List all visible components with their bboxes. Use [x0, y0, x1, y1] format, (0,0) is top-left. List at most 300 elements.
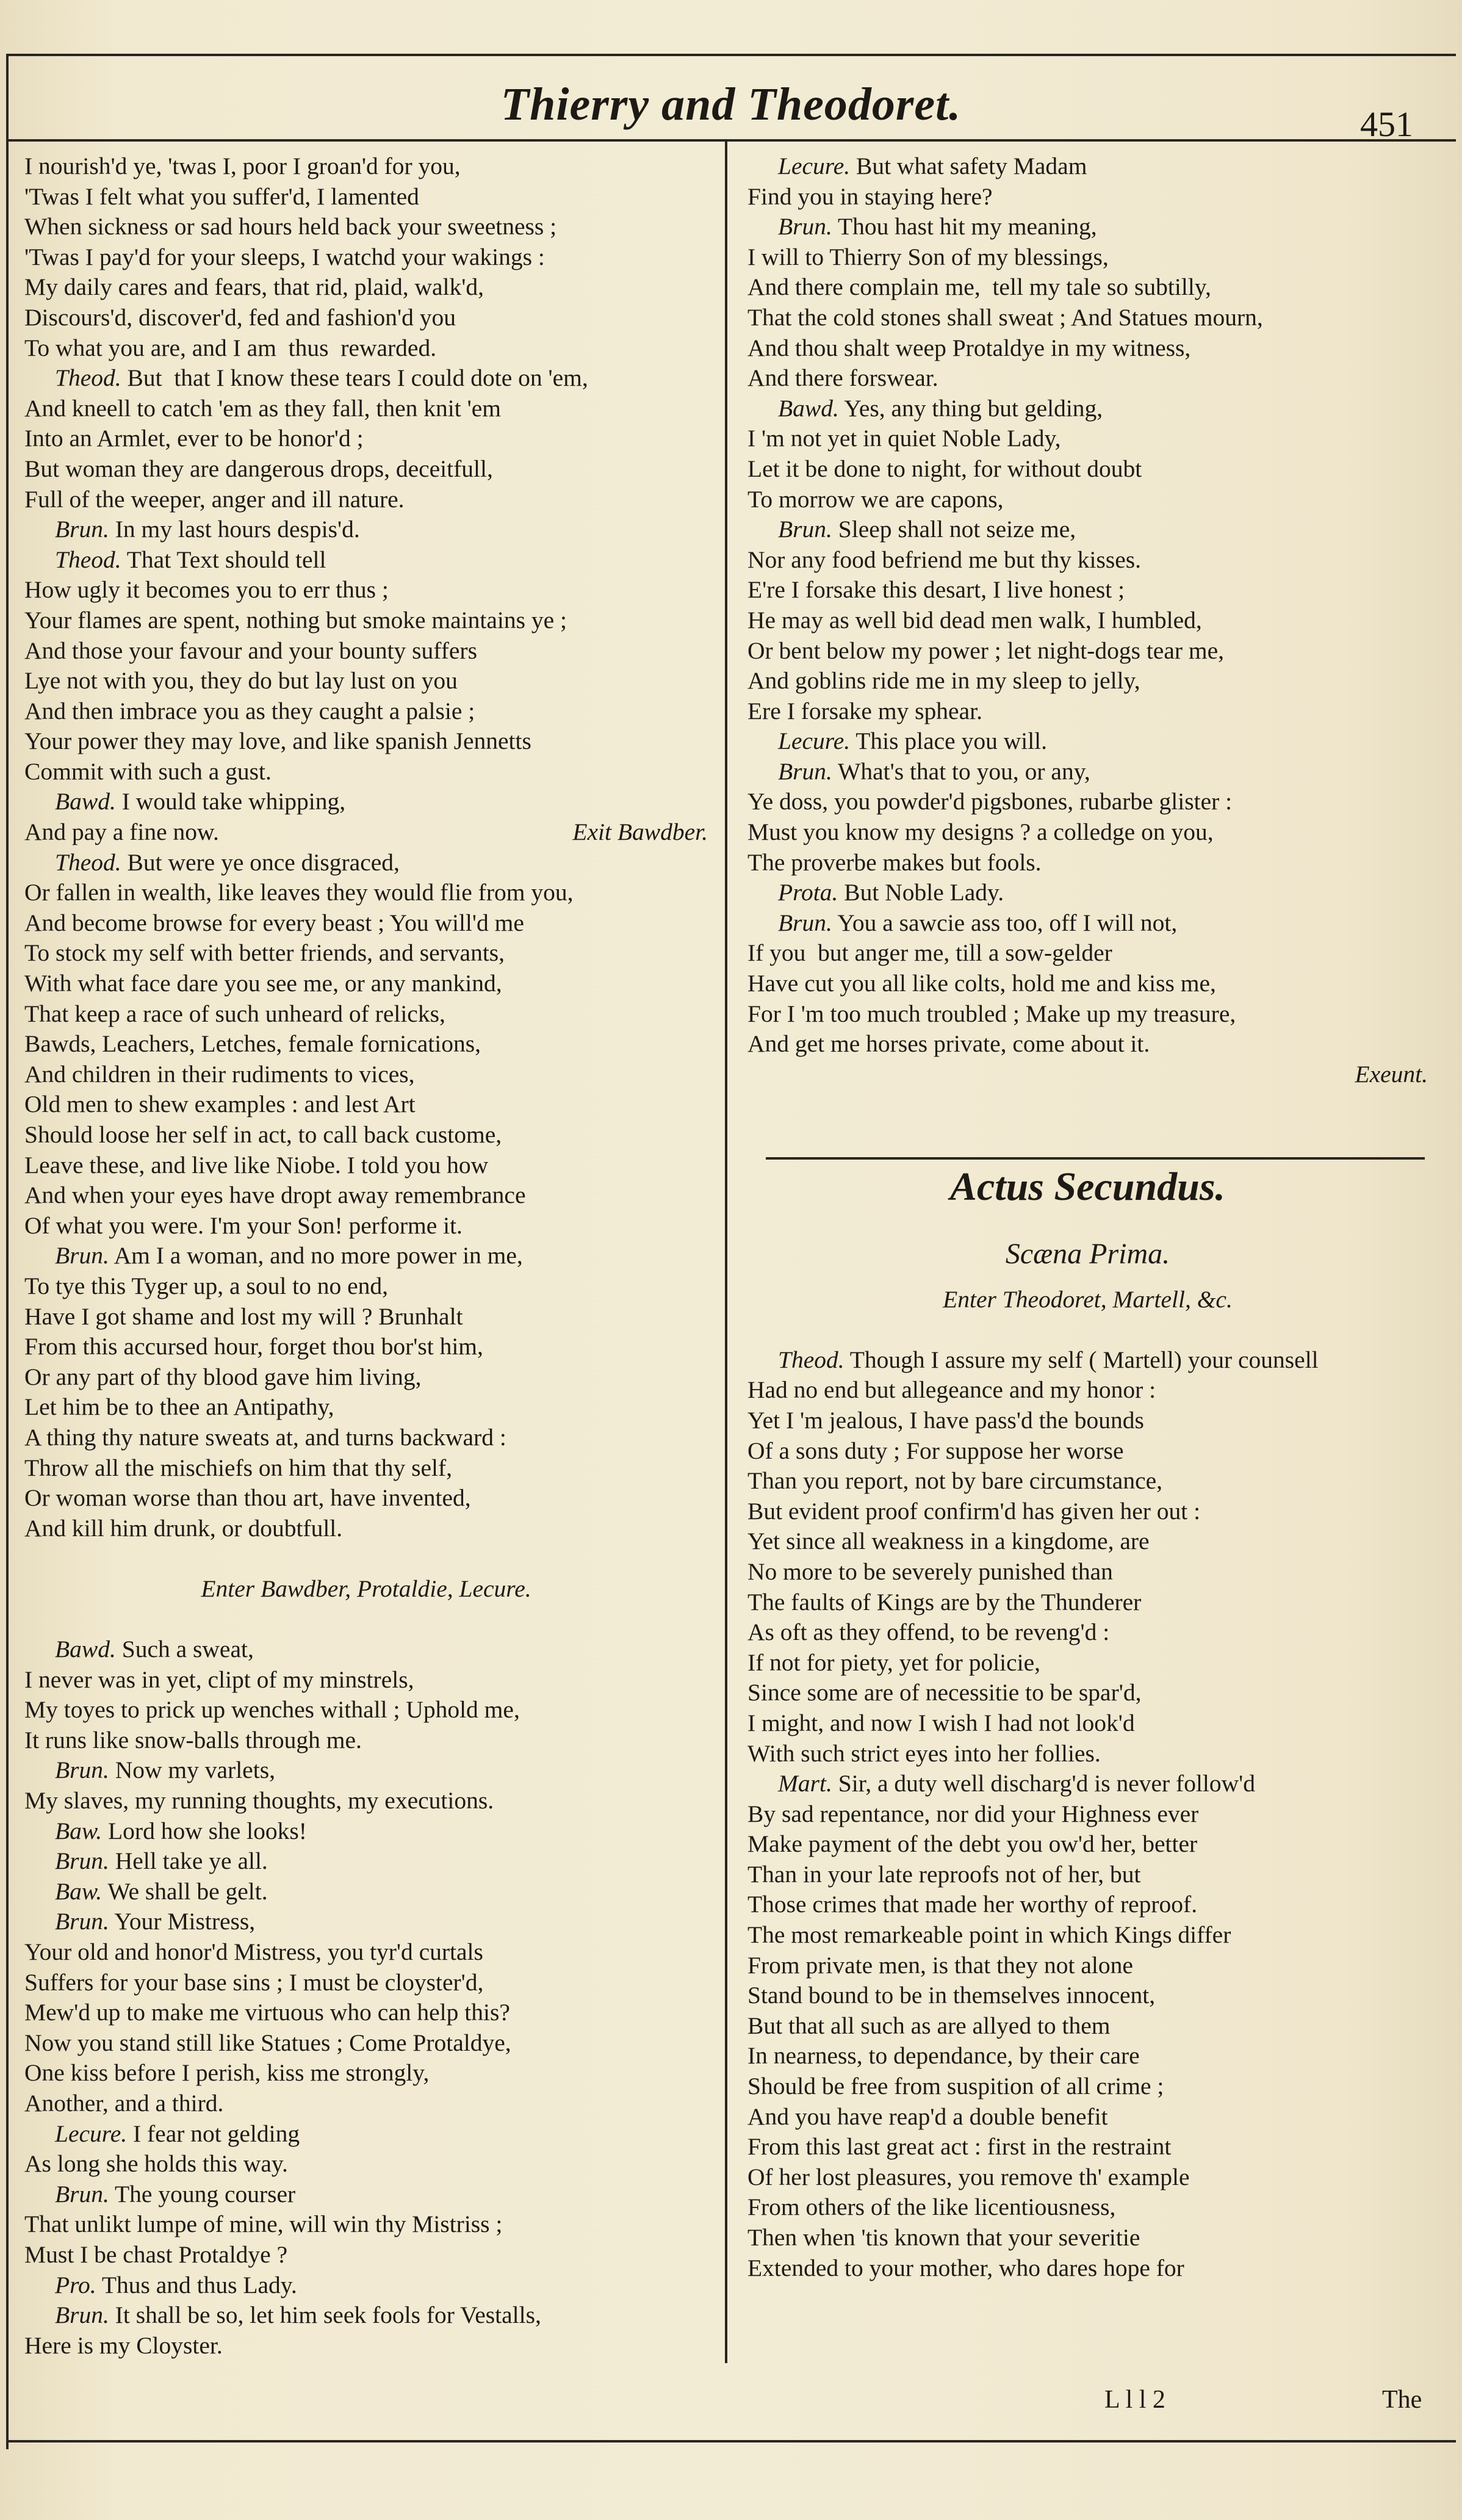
line-text: Ye doss, you powder'd pigsbones, rubarbe glister :: [747, 788, 1233, 815]
speech-line: [747, 212, 1428, 242]
verse-line: [747, 2192, 1428, 2223]
verse-line: [24, 1060, 708, 1090]
line-text: From this last great act : first in the restraint: [747, 2133, 1172, 2161]
verse-line: [24, 1302, 708, 1332]
verse-line: [24, 2149, 708, 2179]
line-text: I will to Thierry Son of my blessings,: [747, 243, 1109, 270]
line-text: Throw all the mischiefs on him that thy self,: [24, 1454, 452, 1481]
line-text: 'Twas I felt what you suffer'd, I lamented: [24, 182, 419, 210]
speech-line: [747, 908, 1428, 939]
speaker-name: Bawd.: [778, 394, 839, 422]
running-title: Thierry and Theodoret.: [500, 79, 962, 130]
line-text: Your flames are spent, nothing but smoke maintains ye ;: [24, 606, 567, 634]
line-text: The young courser: [109, 2180, 296, 2208]
verse-line: [747, 2162, 1428, 2193]
speaker-name: Brun.: [778, 909, 832, 936]
line-text: Let it be done to night, for without doubt: [747, 455, 1142, 482]
line-text: It shall be so, let him seek fools for Vestalls,: [109, 2302, 541, 2329]
verse-line: [24, 212, 708, 242]
line-text: Bawds, Leachers, Letches, female fornications,: [24, 1030, 481, 1058]
verse-line: [24, 1514, 708, 1544]
speaker-name: Brun.: [778, 213, 832, 240]
speaker-name: Lecure.: [55, 2120, 128, 2147]
verse-line: [24, 2240, 708, 2270]
verse-line: [747, 545, 1428, 576]
verse-line: [747, 787, 1428, 817]
verse-line: [24, 817, 708, 848]
line-text: But that all such as are allyed to them: [747, 2012, 1111, 2039]
line-text: Sleep shall not seize me,: [832, 516, 1076, 543]
verse-line: [747, 2102, 1428, 2132]
line-text: Since some are of necessitie to be spar'd,: [747, 1679, 1142, 1706]
line-text: To stock my self with better friends, and servants,: [24, 939, 505, 967]
line-text: And goblins ride me in my sleep to jelly,: [747, 667, 1140, 695]
verse-line: [24, 1332, 708, 1362]
line-text: And then imbrace you as they caught a palsie ;: [24, 697, 475, 724]
line-text: Must you know my designs ? a colledge on you,: [747, 818, 1214, 846]
verse-line: [747, 1799, 1428, 1830]
speech-line: [747, 1769, 1428, 1799]
verse-line: [24, 2209, 708, 2240]
line-text: Into an Armlet, ever to be honor'd ;: [24, 425, 364, 452]
line-text: Such a sweat,: [115, 1636, 254, 1663]
verse-line: [24, 1211, 708, 1241]
line-text: I fear not gelding: [127, 2120, 300, 2147]
verse-line: [24, 424, 708, 454]
stage-direction: Enter Bawdber, Protaldie, Lecure.: [201, 1575, 531, 1602]
stage-direction: Exeunt.: [1355, 1060, 1428, 1088]
outer-frame-top: [6, 54, 1456, 56]
verse-line: [747, 1406, 1428, 1436]
line-text: Though I assure my self ( Martell) your counsell: [844, 1346, 1319, 1373]
line-text: Lye not with you, they do but lay lust on you: [24, 667, 458, 695]
speech-line: [24, 1877, 708, 1907]
line-text: Let him be to thee an Antipathy,: [24, 1393, 334, 1421]
verse-line: [24, 272, 708, 303]
line-text: This place you will.: [850, 727, 1048, 755]
line-text: Than in your late reproofs not of her, but: [747, 1860, 1141, 1888]
line-text: In my last hours despis'd.: [109, 516, 360, 543]
speaker-name: Theod.: [55, 364, 121, 392]
speech-line: [747, 394, 1428, 424]
verse-line: [747, 333, 1428, 364]
line-text: That the cold stones shall sweat ; And Statues mourn,: [747, 303, 1263, 331]
line-text: Your old and honor'd Mistress, you tyr'd curtals: [24, 1938, 483, 1966]
speaker-name: Brun.: [55, 2180, 109, 2208]
verse-line: [24, 1937, 708, 1968]
verse-line: [747, 605, 1428, 636]
line-text: My slaves, my running thoughts, my executions.: [24, 1787, 494, 1814]
verse-line: [747, 2132, 1428, 2162]
verse-line: [747, 575, 1428, 605]
column-divider: [725, 142, 727, 2363]
line-text: I might, and now I wish I had not look'd: [747, 1709, 1135, 1736]
verse-line: [24, 696, 708, 727]
verse-line: [747, 303, 1428, 333]
verse-line: [24, 1029, 708, 1060]
line-text: Yes, any thing but gelding,: [838, 394, 1103, 422]
verse-line: [24, 969, 708, 999]
line-text: In nearness, to dependance, by their care: [747, 2042, 1140, 2070]
line-text: To what you are, and I am thus rewarded.: [24, 334, 437, 361]
verse-line: [747, 2223, 1428, 2253]
line-text: With such strict eyes into her follies.: [747, 1739, 1101, 1767]
line-text: And children in their rudiments to vices,: [24, 1060, 415, 1088]
verse-line: [747, 999, 1428, 1030]
verse-line: [24, 1483, 708, 1514]
line-text: My daily cares and fears, that rid, plaid, walk'd,: [24, 273, 484, 301]
line-text: And kill him drunk, or doubtfull.: [24, 1514, 343, 1542]
speaker-name: Brun.: [55, 2302, 109, 2329]
line-text: A thing thy nature sweats at, and turns backward :: [24, 1423, 506, 1451]
speech-line: [747, 1345, 1428, 1376]
verse-line: [747, 1436, 1428, 1467]
line-text: I nourish'd ye, 'twas I, poor I groan'd for you,: [24, 153, 461, 179]
verse-line: [24, 575, 708, 605]
verse-line: [747, 2041, 1428, 2071]
stage-direction: Enter Theodoret, Martell, &c.: [943, 1285, 1233, 1313]
verse-line: [747, 1587, 1428, 1618]
line-text: Then when 'tis known that your severitie: [747, 2224, 1140, 2251]
line-text: Sir, a duty well discharg'd is never follow'd: [832, 1770, 1256, 1797]
verse-line: [747, 485, 1428, 515]
line-text: As long she holds this way.: [24, 2150, 288, 2178]
line-text: Hell take ye all.: [109, 1847, 268, 1875]
verse-line: [24, 1180, 708, 1211]
line-text: Than you report, not by bare circumstance,: [747, 1467, 1163, 1495]
line-text: The most remarkeable point in which Kings differ: [747, 1921, 1231, 1949]
verse-line: [24, 1998, 708, 2028]
speech-line: [24, 1907, 708, 1937]
verse-line: [747, 817, 1428, 848]
verse-line: [747, 182, 1428, 212]
verse-line: [747, 1678, 1428, 1708]
verse-line: [747, 1557, 1428, 1587]
line-text: But woman they are dangerous drops, deceitfull,: [24, 455, 493, 482]
line-text: With what face dare you see me, or any mankind,: [24, 970, 502, 997]
verse-line: [747, 1708, 1428, 1739]
line-text: Should be free from suspition of all crime ;: [747, 2073, 1164, 2100]
speaker-name: Theod.: [55, 848, 121, 876]
exit-direction: Exit Bawdber.: [572, 818, 708, 846]
speaker-name: Brun.: [55, 516, 109, 543]
speaker-name: Brun.: [778, 516, 832, 543]
line-text: Of a sons duty ; For suppose her worse: [747, 1437, 1124, 1464]
verse-line: [24, 1786, 708, 1816]
line-text: Must I be chast Protaldye ?: [24, 2240, 288, 2268]
verse-line: [24, 1089, 708, 1120]
speaker-name: Baw.: [55, 1877, 103, 1905]
speaker-name: Pro.: [55, 2271, 96, 2298]
line-text: By sad repentance, nor did your Highness ever: [747, 1800, 1199, 1827]
verse-line: [24, 1362, 708, 1393]
verse-line: [747, 1980, 1428, 2011]
verse-line: [24, 757, 708, 787]
line-text: He may as well bid dead men walk, I humbled,: [747, 606, 1202, 634]
line-text: Commit with such a gust.: [24, 757, 272, 785]
line-text: Find you in staying here?: [747, 182, 993, 210]
verse-line: [24, 394, 708, 424]
line-text: Discours'd, discover'd, fed and fashion'd you: [24, 303, 456, 331]
verse-line: [747, 1526, 1428, 1557]
line-text: But evident proof confirm'd has given her out :: [747, 1497, 1201, 1525]
verse-line: [747, 1029, 1428, 1060]
verse-line: [747, 363, 1428, 394]
line-text: Yet since all weakness in a kingdome, are: [747, 1528, 1150, 1555]
verse-line: [747, 1829, 1428, 1860]
verse-line: [747, 666, 1428, 696]
verse-line: [747, 1648, 1428, 1678]
header-rule: [6, 139, 1456, 142]
line-text: And there complain me, tell my tale so subtilly,: [747, 273, 1211, 301]
line-text: As oft as they offend, to be reveng'd :: [747, 1619, 1110, 1646]
speech-line: [24, 848, 708, 878]
speech-line: [24, 787, 708, 817]
speech-line: [24, 1755, 708, 1786]
verse-line: [24, 726, 708, 757]
blank-line: [747, 1089, 1428, 1120]
line-text: Or woman worse than thou art, have invented,: [24, 1484, 471, 1512]
verse-line: [24, 1271, 708, 1302]
verse-line: [747, 2011, 1428, 2042]
line-text: And pay a fine now.: [24, 818, 219, 846]
verse-line: [24, 182, 708, 212]
speaker-name: Prota.: [778, 879, 838, 906]
verse-line: [747, 1920, 1428, 1951]
line-text: Leave these, and live like Niobe. I told you how: [24, 1151, 489, 1179]
line-text: Yet I 'm jealous, I have pass'd the bounds: [747, 1406, 1144, 1434]
speech-line: [24, 1241, 708, 1271]
line-text: Stand bound to be in themselves innocent,: [747, 1982, 1156, 2009]
line-text: And become browse for every beast ; You will'd me: [24, 909, 524, 936]
line-text: It runs like snow-balls through me.: [24, 1726, 362, 1753]
speaker-name: Mart.: [778, 1770, 832, 1797]
speaker-name: Lecure.: [778, 727, 851, 755]
blank-line: [747, 1120, 1428, 1150]
verse-line: [747, 1890, 1428, 1920]
scene-heading: Scæna Prima.: [1005, 1237, 1170, 1270]
speaker-name: Theod.: [55, 546, 121, 573]
verse-line: [24, 454, 708, 485]
verse-line: [24, 999, 708, 1030]
line-text: Thus and thus Lady.: [96, 2271, 297, 2298]
verse-line: [24, 242, 708, 273]
verse-line: [747, 1496, 1428, 1527]
verse-line: [747, 454, 1428, 485]
blank-line: [24, 1543, 708, 1574]
verse-line: [24, 2058, 708, 2089]
line-text: Extended to your mother, who dares hope for: [747, 2254, 1184, 2281]
speech-line: [24, 1846, 708, 1877]
verse-line: [747, 1951, 1428, 1981]
speaker-name: Baw.: [55, 1817, 103, 1844]
line-text: Make payment of the debt you ow'd her, better: [747, 1830, 1198, 1858]
line-text: Of what you were. I'm your Son! performe it.: [24, 1211, 463, 1239]
line-text: I 'm not yet in quiet Noble Lady,: [747, 425, 1061, 452]
verse-line: [24, 1120, 708, 1150]
speaker-name: Lecure.: [778, 153, 851, 179]
speech-line: [24, 2270, 708, 2301]
line-text: That unlikt lumpe of mine, will win thy Mistriss ;: [24, 2211, 503, 2238]
speech-line: [747, 757, 1428, 787]
line-text: One kiss before I perish, kiss me strongly,: [24, 2059, 430, 2087]
speaker-name: Brun.: [55, 1847, 109, 1875]
verse-line: [24, 2089, 708, 2119]
line-text: Should loose her self in act, to call back custome,: [24, 1121, 502, 1148]
line-text: Now you stand still like Statues ; Come Protaldye,: [24, 2029, 511, 2056]
line-text: To tye this Tyger up, a soul to no end,: [24, 1272, 389, 1299]
line-text: How ugly it becomes you to err thus ;: [24, 576, 389, 604]
speech-line: [747, 726, 1428, 757]
line-text: And when your eyes have dropt away remembrance: [24, 1182, 526, 1209]
verse-line: [24, 1725, 708, 1756]
line-text: But that I know these tears I could dote on 'em,: [121, 364, 588, 392]
line-text: From others of the like licentiousness,: [747, 2193, 1116, 2221]
verse-line: [747, 272, 1428, 303]
line-text: We shall be gelt.: [102, 1877, 268, 1905]
line-text: Suffers for your base sins ; I must be cloyster'd,: [24, 1968, 484, 1996]
bottom-rule: [6, 2440, 1456, 2442]
line-text: From this accursed hour, forget thou bor'st him,: [24, 1333, 483, 1360]
line-text: I never was in yet, clipt of my minstrels,: [24, 1666, 414, 1693]
verse-line: [747, 242, 1428, 273]
verse-line: [747, 848, 1428, 878]
speaker-name: Bawd.: [55, 788, 116, 815]
line-text: And there forswear.: [747, 364, 938, 392]
line-text: What's that to you, or any,: [832, 757, 1090, 785]
verse-line: [747, 938, 1428, 969]
line-text: Your power they may love, and like spanish Jennetts: [24, 727, 531, 755]
line-text: But Noble Lady.: [838, 879, 1004, 906]
line-text: And kneell to catch 'em as they fall, then knit 'em: [24, 394, 501, 422]
verse-line: [24, 485, 708, 515]
speaker-name: Theod.: [778, 1346, 844, 1373]
line-text: Had no end but allegeance and my honor :: [747, 1376, 1156, 1404]
line-text: That Text should tell: [121, 546, 326, 573]
line-text: Another, and a third.: [24, 2090, 224, 2117]
page-number: 451: [1360, 104, 1413, 144]
line-text: Now my varlets,: [109, 1756, 275, 1784]
line-text: If you but anger me, till a sow-gelder: [747, 939, 1112, 967]
line-text: Or any part of thy blood gave him living,: [24, 1363, 422, 1390]
line-text: Or bent below my power ; let night-dogs tear me,: [747, 637, 1225, 664]
speech-line: [747, 514, 1428, 545]
verse-line: [24, 2028, 708, 2059]
line-text: When sickness or sad hours held back your sweetness ;: [24, 213, 557, 240]
verse-line: [747, 1375, 1428, 1406]
verse-line: [747, 1860, 1428, 1890]
line-text: Mew'd up to make me virtuous who can help this?: [24, 1999, 510, 2026]
line-text: To morrow we are capons,: [747, 485, 1004, 513]
line-text: E're I forsake this desart, I live honest ;: [747, 576, 1125, 604]
line-text: You a sawcie ass too, off I will not,: [832, 909, 1178, 936]
verse-line: [24, 2331, 708, 2361]
line-text: Those crimes that made her worthy of reproof.: [747, 1891, 1198, 1918]
line-text: Have I got shame and lost my will ? Brunhalt: [24, 1302, 463, 1330]
line-text: Am I a woman, and no more power in me,: [109, 1242, 523, 1269]
speech-line: [24, 545, 708, 576]
line-text: Here is my Cloyster.: [24, 2331, 223, 2359]
line-text: Full of the weeper, anger and ill nature.: [24, 485, 405, 513]
line-text: If not for piety, yet for policie,: [747, 1648, 1041, 1676]
line-text: My toyes to prick up wenches withall ; Uphold me,: [24, 1696, 520, 1724]
speaker-name: Bawd.: [55, 1636, 116, 1663]
speaker-name: Brun.: [778, 757, 832, 785]
speech-line: [747, 878, 1428, 908]
verse-line: [24, 908, 708, 939]
right-column: [747, 151, 1428, 2283]
speech-line: [24, 363, 708, 394]
speech-line: [24, 1816, 708, 1847]
verse-line: [24, 1392, 708, 1423]
speaker-name: Brun.: [55, 1908, 109, 1935]
verse-line: [24, 1968, 708, 1998]
verse-line: [24, 1453, 708, 1484]
line-text: Nor any food befriend me but thy kisses.: [747, 546, 1142, 573]
line-text: 'Twas I pay'd for your sleeps, I watchd your wakings :: [24, 243, 545, 270]
line-text: And those your favour and your bounty suffers: [24, 637, 477, 664]
line-text: But were ye once disgraced,: [121, 848, 400, 876]
verse-line: [24, 666, 708, 696]
signature-mark: L l l 2: [1104, 2386, 1165, 2414]
line-text: Lord how she looks!: [102, 1817, 307, 1844]
verse-line: [747, 969, 1428, 999]
speech-line: [24, 2119, 708, 2150]
catchword: The: [1382, 2386, 1422, 2414]
line-text: From private men, is that they not alone: [747, 1951, 1133, 1979]
line-text: Or fallen in wealth, like leaves they would flie from you,: [24, 879, 574, 906]
blank-line: [24, 1605, 708, 1635]
blank-line: [747, 1315, 1428, 1345]
speech-line: [24, 2179, 708, 2210]
verse-line: [747, 696, 1428, 727]
line-text: For I 'm too much troubled ; Make up my treasure,: [747, 1000, 1236, 1027]
line-text: And get me horses private, come about it.: [747, 1030, 1150, 1058]
line-text: I would take whipping,: [115, 788, 346, 815]
line-text: Have cut you all like colts, hold me and kiss me,: [747, 970, 1216, 997]
line-text: That keep a race of such unheard of relicks,: [24, 1000, 445, 1027]
line-text: But what safety Madam: [850, 153, 1087, 179]
verse-line: [24, 1695, 708, 1725]
verse-line: [747, 2071, 1428, 2102]
line-text: And thou shalt weep Protaldye in my witness,: [747, 334, 1191, 361]
left-column: [24, 151, 708, 2361]
line-text: Your Mistress,: [109, 1908, 256, 1935]
speaker-name: Brun.: [55, 1242, 109, 1269]
verse-line: [747, 1617, 1428, 1648]
verse-line: [747, 636, 1428, 666]
line-text: Of her lost pleasures, you remove th' example: [747, 2163, 1190, 2190]
line-text: Ere I forsake my sphear.: [747, 697, 982, 724]
verse-line: [24, 303, 708, 333]
verse-line: [24, 605, 708, 636]
verse-line: [24, 151, 708, 182]
speaker-name: Brun.: [55, 1756, 109, 1784]
verse-line: [747, 2253, 1428, 2284]
line-text: No more to be severely punished than: [747, 1558, 1113, 1585]
line-text: And you have reap'd a double benefit: [747, 2103, 1108, 2130]
outer-frame-left: [6, 54, 9, 2449]
line-text: Thou hast hit my meaning,: [832, 213, 1097, 240]
verse-line: [24, 1423, 708, 1453]
line-text: The faults of Kings are by the Thunderer: [747, 1588, 1142, 1616]
verse-line: [24, 1150, 708, 1181]
line-text: Old men to shew examples : and lest Art: [24, 1091, 416, 1118]
speech-line: [24, 1634, 708, 1665]
verse-line: [24, 1665, 708, 1695]
verse-line: [24, 636, 708, 666]
verse-line: [24, 938, 708, 969]
